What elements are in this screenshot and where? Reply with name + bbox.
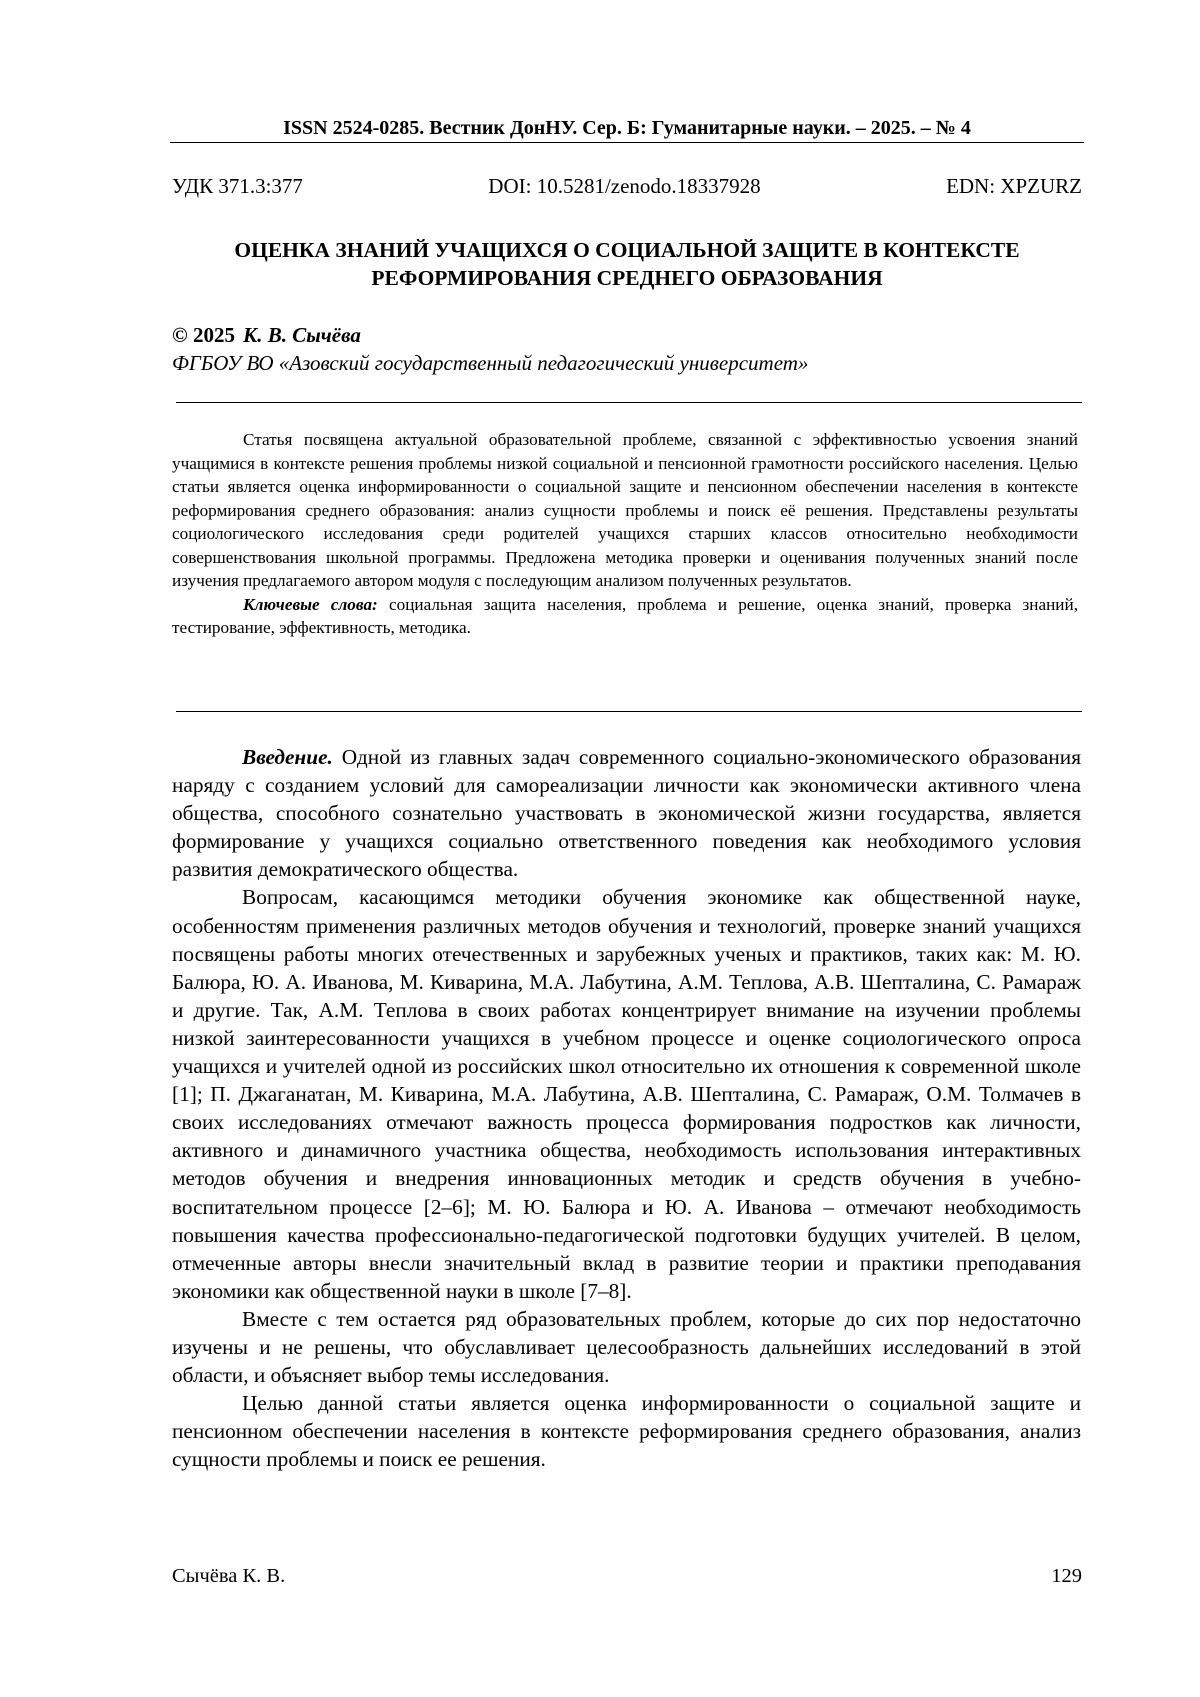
- author-name: К. В. Сычёва: [242, 323, 361, 347]
- identifiers-row: [172, 173, 1082, 199]
- author-affiliation: ФГБОУ ВО «Азовский государственный педагогический университет»: [172, 351, 809, 375]
- header-rule: [170, 142, 1084, 143]
- running-header: ISSN 2524-0285. Вестник ДонНУ. Сер. Б: Гуманитарные науки. – 2025. – № 4: [283, 117, 971, 139]
- body-paragraph-4: Целью данной статьи является оценка информированности о социальной защите и пенсионном обеспечении населения в контексте реформирования среднего образования, анализ сущности проблемы и поиск ее решения.: [172, 1391, 1081, 1472]
- page-number: 129: [1051, 1565, 1082, 1587]
- body-paragraph-3: Вместе с тем остается ряд образовательных проблем, которые до сих пор недостаточно изучены и не решены, что обуславливает целесообразность дальнейших исследований в этой области, и объясняет выбор темы исследования.: [172, 1306, 1081, 1388]
- journal-page: [170, 0, 1084, 1697]
- copyright-year: © 2025: [172, 323, 235, 347]
- abstract-bottom-rule: [176, 711, 1082, 712]
- body-paragraph-2: Вопросам, касающимся методики обучения экономике как общественной науке, особенностям применения различных методов обучения и технологий, проверке знаний учащихся посвящены работы многих отечественных и зарубежных ученых и практиков, таких как: М. Ю. Балюра, Ю. А. Иванова, М. Киварина, М.А. Лабутина, А.М. Теплова, А.В. Шепталина, С. Рамараж и другие. Так, А.М. Теплова в своих работах концентрирует внимание на изучении проблемы низкой заинтересованности учащихся в учебном процессе и оценке социологического опроса учащихся и учителей одной из российских школ относительно их отношения к современной школе [1]; П. Джаганатан, М. Киварина, М.А. Лабутина, А.В. Шепталина, С. Рамараж, О.М. Толмачев в своих исследованиях отмечают важность процесса формирования подростков как личности, активного и динамичного участника общества, необходимость использования интерактивных методов обучения и внедрения инновационных методик и средств обучения в учебно-воспитательном процессе [2–6]; М. Ю. Балюра и Ю. А. Иванова – отмечают необходимость повышения качества профессионально-педагогической подготовки будущих учителей. В целом, отмеченные авторы внесли значительный вклад в развитие теории и практики преподавания экономики как общественной науки в школе [7–8].: [172, 885, 1081, 1303]
- udc-code: УДК 371.3:377: [172, 174, 303, 198]
- article-title: [170, 236, 1084, 292]
- keywords-label: Ключевые слова:: [243, 594, 378, 614]
- body-paragraph-1: [172, 743, 1081, 883]
- page-footer: [172, 1563, 1082, 1589]
- edn-code: EDN: XPZURZ: [946, 174, 1082, 198]
- abstract-text: Статья посвящена актуальной образовательной проблеме, связанной с эффективностью усвоения знаний учащимися в контексте решения проблемы низкой социальной и пенсионной грамотности российского населения. Целью статьи является оценка информированности о социальной защите и пенсионном обеспечении населения в контексте реформирования среднего образования: анализ сущности проблемы и поиск её решения. Представлены результаты социологического исследования среди родителей учащихся старших классов относительно необходимости совершенствования школьной программы. Предложена методика проверки и оценивания полученных знаний после изучения предлагаемого автором модуля с последующим анализом полученных результатов.: [172, 430, 1078, 590]
- keywords-list: социальная защита населения, проблема и решение, оценка знаний, проверка знаний, тестирование, эффективность, методика.: [172, 594, 1079, 637]
- doi-link[interactable]: DOI: 10.5281/zenodo.18337928: [488, 174, 761, 198]
- abstract-top-rule: [176, 402, 1082, 403]
- keywords: [172, 593, 1078, 640]
- intro-label: Введение.: [242, 745, 333, 769]
- author-line: [172, 322, 361, 348]
- footer-author: Сычёва К. В.: [172, 1565, 286, 1587]
- article-title-line-2: РЕФОРМИРОВАНИЯ СРЕДНЕГО ОБРАЗОВАНИЯ: [371, 266, 883, 290]
- article-title-line-1: ОЦЕНКА ЗНАНИЙ УЧАЩИХСЯ О СОЦИАЛЬНОЙ ЗАЩИТЕ В КОНТЕКСТЕ: [234, 238, 1020, 262]
- article-body: [172, 743, 1081, 1473]
- abstract: [172, 428, 1078, 640]
- body-paragraph-1-text: Одной из главных задач современного социально-экономического образования наряду с созданием условий для самореализации личности как экономически активного члена общества, способного сознательно участвовать в экономической жизни государства, является формирование у учащихся социально ответственного поведения как необходимого условия развития демократического общества.: [172, 745, 1082, 882]
